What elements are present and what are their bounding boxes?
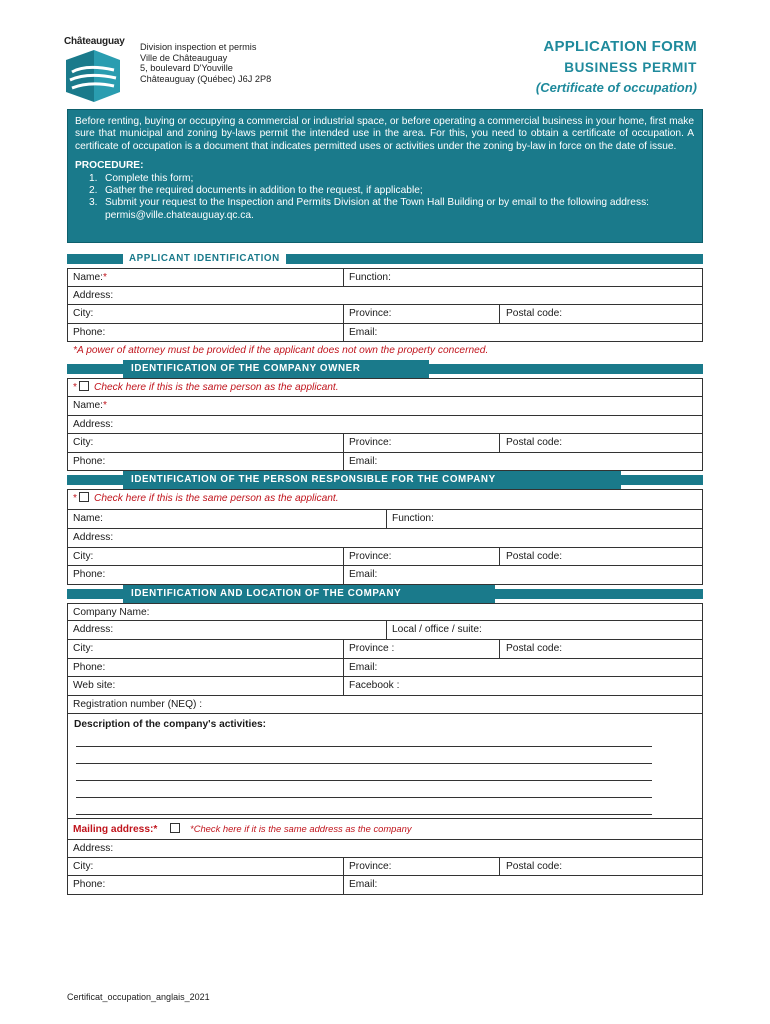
field-label: Phone: xyxy=(73,569,106,581)
field-label: Phone: xyxy=(73,661,106,673)
field-label: Province: xyxy=(349,308,392,320)
step-text: Submit your request to the Inspection and Permits Division at the Town Hall Building or by email to the following address: permis@ville.chateauguay.qc.ca. xyxy=(105,197,649,221)
section-title: IDENTIFICATION OF THE PERSON RESPONSIBLE FOR THE COMPANY xyxy=(123,471,621,489)
step-number: 3. xyxy=(89,197,98,209)
field-label: Postal code: xyxy=(506,860,563,872)
application-form xyxy=(67,250,703,895)
owner-phone-row xyxy=(67,453,703,472)
company-postal-field[interactable] xyxy=(499,640,702,658)
field-label: Postal code: xyxy=(506,437,563,449)
sender-address xyxy=(140,42,271,84)
form-title: APPLICATION FORM xyxy=(543,38,697,55)
owner-same-checkbox[interactable] xyxy=(79,381,89,391)
company-local-field[interactable] xyxy=(386,621,702,639)
required-asterisk: * xyxy=(73,382,77,394)
procedure-list xyxy=(89,173,694,223)
field-label: Phone: xyxy=(73,326,106,338)
applicant-postal-field[interactable] xyxy=(499,305,702,323)
company-address-field[interactable] xyxy=(68,621,386,639)
mailing-phone-field[interactable] xyxy=(68,876,343,894)
owner-email-field[interactable] xyxy=(343,453,702,471)
writing-line xyxy=(76,763,652,764)
field-label: Function: xyxy=(349,272,391,283)
writing-line xyxy=(76,797,652,798)
mailing-address-header xyxy=(67,819,703,839)
responsible-address-field[interactable] xyxy=(68,529,702,547)
footer-filename: Certificat_occupation_anglais_2021 xyxy=(67,992,210,1002)
applicant-address-field[interactable] xyxy=(68,287,702,305)
company-phone-field[interactable] xyxy=(68,659,343,677)
form-subtitle: BUSINESS PERMIT xyxy=(564,60,697,75)
company-neq-row xyxy=(67,696,703,715)
section-title: APPLICANT IDENTIFICATION xyxy=(123,250,286,268)
field-label: Address: xyxy=(73,289,114,301)
mailing-phone-row xyxy=(67,876,703,895)
field-label: Name: xyxy=(73,399,104,411)
mailing-postal-field[interactable] xyxy=(499,858,702,876)
address-line: 5, boulevard D'Youville xyxy=(140,63,233,74)
procedure-title: PROCEDURE: xyxy=(75,160,144,172)
responsible-phone-field[interactable] xyxy=(68,566,343,584)
field-label: Address: xyxy=(73,531,114,543)
field-label: Email: xyxy=(349,661,378,673)
field-label: Province: xyxy=(349,437,392,449)
company-description-box[interactable] xyxy=(67,714,703,819)
company-name-row xyxy=(67,603,703,622)
mailing-city-field[interactable] xyxy=(68,858,343,876)
company-city-row xyxy=(67,640,703,659)
applicant-province-field[interactable] xyxy=(343,305,499,323)
mailing-same-label: *Check here if it is the same address as the company xyxy=(190,823,412,835)
field-label: Web site: xyxy=(73,680,116,692)
section-header-responsible xyxy=(67,471,703,489)
field-label: Email: xyxy=(349,455,378,467)
section-header-owner xyxy=(67,360,703,378)
responsible-postal-field[interactable] xyxy=(499,548,702,566)
owner-name-field[interactable]: Name:* xyxy=(73,399,107,411)
procedure-step xyxy=(89,197,694,222)
field-label: Company Name: xyxy=(73,606,150,618)
company-email-field[interactable] xyxy=(343,659,702,677)
step-number: 1. xyxy=(89,172,98,184)
intro-box xyxy=(67,109,703,243)
field-label: Phone: xyxy=(73,879,106,891)
procedure-step xyxy=(89,173,694,185)
section-header-company xyxy=(67,585,703,603)
field-label: Address: xyxy=(73,843,114,855)
field-label: City: xyxy=(73,860,94,872)
mailing-city-row xyxy=(67,858,703,877)
address-line: Ville de Châteauguay xyxy=(140,52,228,63)
company-city-field[interactable] xyxy=(68,640,343,658)
mailing-same-checkbox[interactable] xyxy=(170,823,180,833)
field-label: Postal code: xyxy=(506,308,563,320)
logo-wordmark: Châteauguay xyxy=(64,36,125,47)
field-label: Email: xyxy=(349,879,378,891)
address-line: Division inspection et permis xyxy=(140,42,257,52)
company-neq-field[interactable] xyxy=(68,696,702,714)
section-title: IDENTIFICATION OF THE COMPANY OWNER xyxy=(123,360,429,378)
step-number: 2. xyxy=(89,185,98,197)
owner-same-row xyxy=(67,378,703,397)
responsible-province-field[interactable] xyxy=(343,548,499,566)
section-header-applicant xyxy=(67,250,703,268)
form-subtitle-secondary: (Certificate of occupation) xyxy=(535,80,697,95)
responsible-name-field[interactable] xyxy=(68,510,386,528)
applicant-city-field[interactable] xyxy=(68,305,343,323)
responsible-address-row xyxy=(67,529,703,548)
field-label: Address: xyxy=(73,624,114,636)
description-label: Description of the company's activities: xyxy=(74,719,267,731)
responsible-same-row xyxy=(67,489,703,510)
writing-line xyxy=(76,746,652,747)
mailing-address-row xyxy=(67,839,703,858)
applicant-city-row xyxy=(67,305,703,324)
responsible-same-checkbox[interactable] xyxy=(79,492,89,502)
field-label: Province : xyxy=(349,642,395,654)
field-label: Name: xyxy=(73,513,104,525)
applicant-name-row xyxy=(67,268,703,287)
field-label: Name: xyxy=(73,272,104,283)
field-label: Registration number (NEQ) : xyxy=(73,698,203,710)
responsible-city-row xyxy=(67,548,703,567)
owner-city-field[interactable] xyxy=(68,434,343,452)
company-phone-row xyxy=(67,659,703,678)
applicant-function-field[interactable] xyxy=(343,269,702,286)
field-label: Phone: xyxy=(73,455,106,467)
field-label: Postal code: xyxy=(506,550,563,562)
owner-province-field[interactable] xyxy=(343,434,499,452)
company-facebook-field[interactable] xyxy=(343,677,702,695)
required-asterisk: * xyxy=(73,493,77,505)
procedure-step xyxy=(89,185,694,197)
owner-address-field[interactable] xyxy=(68,416,702,434)
applicant-phone-row xyxy=(67,324,703,343)
field-label: Email: xyxy=(349,326,378,338)
field-label: Postal code: xyxy=(506,642,563,654)
responsible-function-field[interactable] xyxy=(386,510,702,528)
intro-paragraph: Before renting, buying or occupying a commercial or industrial space, or before operating a commercial business in your home, first make sure that municipal and zoning by-laws permit the intended use in the area. For this, you need to obtain a certificate of occupation. A certificate of occupation is a document that indicates permitted uses or activities under the zoning by-law in force on the date of issue. xyxy=(75,116,694,152)
field-label: Facebook : xyxy=(349,680,400,692)
city-logo-mark xyxy=(64,50,122,102)
address-line: Châteauguay (Québec) J6J 2P8 xyxy=(140,73,272,84)
required-asterisk: * xyxy=(153,824,158,836)
responsible-same-cell xyxy=(68,490,702,509)
power-of-attorney-note: *A power of attorney must be provided if the applicant does not own the property concerned. xyxy=(73,345,489,357)
company-province-field[interactable] xyxy=(343,640,499,658)
mailing-label: Mailing address: xyxy=(73,824,154,836)
step-text: Gather the required documents in addition to the request, if applicable; xyxy=(105,185,423,197)
company-name-field[interactable] xyxy=(68,604,702,621)
field-label: Province: xyxy=(349,550,392,562)
owner-same-cell xyxy=(68,379,702,396)
field-label: Province: xyxy=(349,860,392,872)
owner-same-label: Check here if this is the same person as the applicant. xyxy=(93,382,339,394)
field-label: City: xyxy=(73,437,94,449)
responsible-name-row xyxy=(67,510,703,529)
mailing-email-field[interactable] xyxy=(343,876,702,894)
owner-phone-field[interactable] xyxy=(68,453,343,471)
applicant-email-field[interactable] xyxy=(343,324,702,342)
responsible-city-field[interactable] xyxy=(68,548,343,566)
responsible-same-label: Check here if this is the same person as the applicant. xyxy=(93,493,339,505)
applicant-phone-field[interactable] xyxy=(68,324,343,342)
owner-address-row xyxy=(67,416,703,435)
responsible-phone-row xyxy=(67,566,703,585)
owner-postal-field[interactable] xyxy=(499,434,702,452)
field-label: City: xyxy=(73,550,94,562)
company-web-row xyxy=(67,677,703,696)
owner-city-row xyxy=(67,434,703,453)
mailing-address-field[interactable] xyxy=(68,840,702,857)
owner-name-row xyxy=(67,397,703,416)
field-label: City: xyxy=(73,308,94,320)
section-title: IDENTIFICATION AND LOCATION OF THE COMPANY xyxy=(123,585,495,603)
field-label: Local / office / suite: xyxy=(392,624,482,636)
field-label: Address: xyxy=(73,418,114,430)
writing-line xyxy=(76,814,652,815)
field-label: Email: xyxy=(349,569,378,581)
writing-line xyxy=(76,780,652,781)
applicant-address-row xyxy=(67,287,703,306)
form-titles xyxy=(536,38,697,95)
field-label: Function: xyxy=(392,513,434,525)
company-website-field[interactable] xyxy=(68,677,343,695)
company-address-row xyxy=(67,621,703,640)
field-label: City: xyxy=(73,642,94,654)
mailing-province-field[interactable] xyxy=(343,858,499,876)
step-text: Complete this form; xyxy=(105,172,194,184)
applicant-name-field[interactable]: Name:* xyxy=(73,272,107,283)
responsible-email-field[interactable] xyxy=(343,566,702,584)
